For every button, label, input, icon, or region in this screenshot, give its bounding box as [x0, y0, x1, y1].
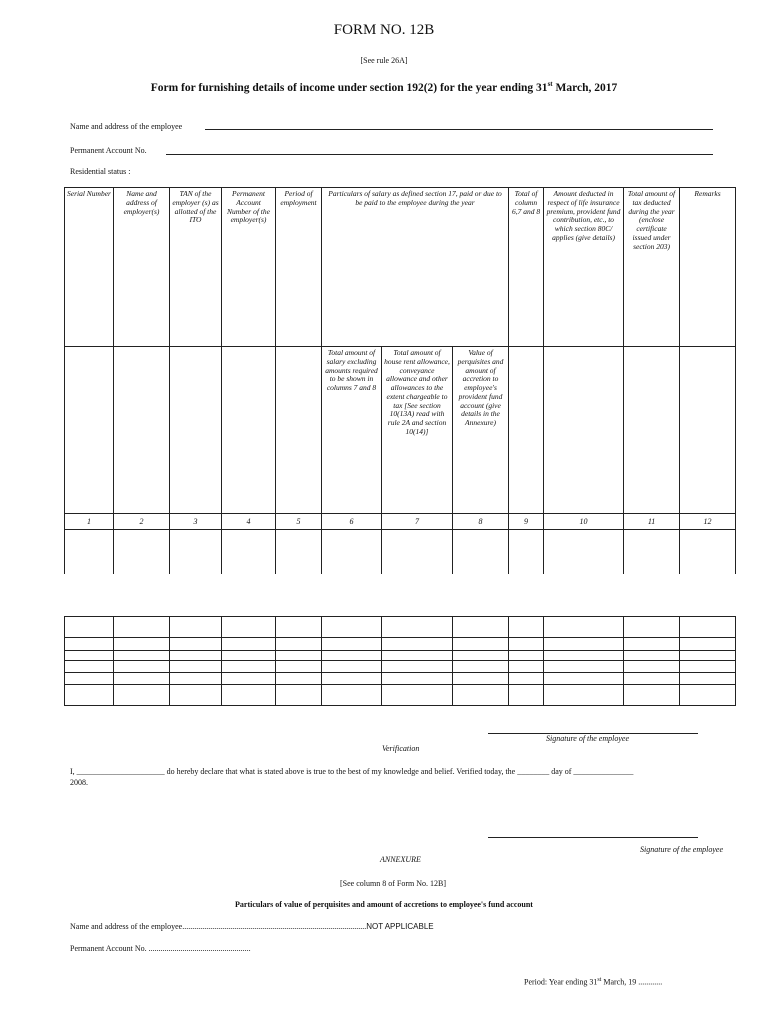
data-cell[interactable]: [453, 651, 509, 661]
data-cell[interactable]: [680, 673, 736, 685]
data-cell[interactable]: [276, 685, 322, 706]
subheader-perquisites: Value of perquisites and amount of accretion to employee's provident fund account (give details in the Annexure): [453, 347, 509, 514]
form-title: FORM NO. 12B: [333, 22, 435, 38]
header-total: Total of column 6,7 and 8: [509, 188, 544, 347]
data-cell[interactable]: [509, 673, 544, 685]
data-cell[interactable]: [453, 530, 509, 574]
data-cell[interactable]: [322, 530, 382, 574]
data-cell[interactable]: [322, 638, 382, 651]
data-cell[interactable]: [170, 673, 222, 685]
data-cell[interactable]: [509, 617, 544, 638]
pan-label: Permanent Account No.: [70, 146, 147, 155]
name-address-label: Name and address of the employee: [70, 122, 183, 131]
data-cell[interactable]: [382, 638, 453, 651]
column-number: 11: [624, 514, 680, 530]
data-cell[interactable]: [170, 661, 222, 673]
data-cell[interactable]: [544, 661, 624, 673]
data-cell[interactable]: [453, 638, 509, 651]
data-cell[interactable]: [680, 685, 736, 706]
annexure-title: ANNEXURE: [380, 855, 421, 864]
annexure-name-dots: ............................................................................................: [182, 922, 367, 931]
period-label-end: March, 19 ............: [601, 977, 663, 987]
data-cell[interactable]: [114, 638, 170, 651]
data-cell[interactable]: [453, 661, 509, 673]
data-cell[interactable]: [114, 673, 170, 685]
heading-text-end: March, 2017: [552, 81, 618, 94]
header-period: Period of employment: [276, 188, 322, 347]
data-cell[interactable]: [624, 617, 680, 638]
header-remarks: Remarks: [680, 188, 736, 347]
data-cell[interactable]: [322, 651, 382, 661]
column-number: 5: [276, 514, 322, 530]
name-address-line[interactable]: [205, 129, 713, 130]
data-cell[interactable]: [276, 638, 322, 651]
data-cell[interactable]: [382, 530, 453, 574]
data-cell[interactable]: [624, 651, 680, 661]
verification-year: 2008.: [70, 778, 88, 787]
data-cell[interactable]: [222, 638, 276, 651]
data-cell[interactable]: [222, 617, 276, 638]
header-deductions: Amount deducted in respect of life insurance premium, provident fund contribution, etc., to which section 80C/ applies (give details): [544, 188, 624, 347]
subheader-allowances: Total amount of house rent allowance, conveyance allowance and other allowances to the extent chargeable to tax [See section 10(13A) read with rule 2A and section 10(14)]: [382, 347, 453, 514]
column-number: 7: [382, 514, 453, 530]
data-cell[interactable]: [170, 530, 222, 574]
data-cell[interactable]: [65, 530, 114, 574]
data-cell[interactable]: [453, 673, 509, 685]
salary-table-continued: [64, 616, 736, 706]
data-cell[interactable]: [276, 617, 322, 638]
data-cell[interactable]: [322, 617, 382, 638]
verification-declaration: I, ______________________ do hereby declare that what is stated above is true to the best of my knowledge and belief. Verified today, the ________ day of _______________: [70, 767, 634, 776]
data-cell[interactable]: [382, 673, 453, 685]
data-cell[interactable]: [65, 638, 114, 651]
annexure-pan-row: [70, 944, 251, 953]
data-cell[interactable]: [680, 651, 736, 661]
subheader-cell: [65, 347, 114, 514]
data-cell[interactable]: [509, 651, 544, 661]
header-tan: TAN of the employer (s) as allotted of the ITO: [170, 188, 222, 347]
salary-table: [64, 187, 736, 574]
signature-employee-label-2: Signature of the employee: [640, 845, 724, 854]
period-sup: st: [597, 977, 602, 983]
annexure-name-value: NOT APPLICABLE: [366, 922, 434, 931]
data-cell[interactable]: [222, 661, 276, 673]
data-cell[interactable]: [544, 530, 624, 574]
subheader-cell: [276, 347, 322, 514]
column-number: 9: [509, 514, 544, 530]
annexure-reference: [See column 8 of Form No. 12B]: [340, 879, 446, 888]
data-cell[interactable]: [509, 638, 544, 651]
verification-title: Verification: [382, 744, 420, 753]
data-cell[interactable]: [65, 651, 114, 661]
data-cell[interactable]: [382, 685, 453, 706]
data-cell[interactable]: [544, 651, 624, 661]
column-number: 2: [114, 514, 170, 530]
annexure-pan-label: Permanent Account No.: [70, 944, 147, 953]
data-cell[interactable]: [453, 685, 509, 706]
heading-text: Form for furnishing details of income under section 192(2) for the year ending 31: [150, 81, 548, 94]
data-cell[interactable]: [322, 685, 382, 706]
data-cell[interactable]: [114, 661, 170, 673]
data-cell[interactable]: [170, 685, 222, 706]
data-cell[interactable]: [222, 530, 276, 574]
annexure-period: [524, 977, 662, 987]
subheader-cell: [680, 347, 736, 514]
data-cell[interactable]: [624, 685, 680, 706]
subheader-cell: [624, 347, 680, 514]
period-label: Period: Year ending 31: [524, 977, 598, 987]
rule-reference: [See rule 26A]: [360, 56, 408, 65]
data-cell[interactable]: [114, 530, 170, 574]
header-salary-particulars: Particulars of salary as defined section 17, paid or due to be paid to the employee during the year: [322, 188, 509, 347]
data-cell[interactable]: [65, 661, 114, 673]
data-cell[interactable]: [624, 673, 680, 685]
data-cell[interactable]: [680, 530, 736, 574]
data-cell[interactable]: [680, 661, 736, 673]
data-cell[interactable]: [222, 673, 276, 685]
header-employer-pan: Permanent Account Number of the employer(s): [222, 188, 276, 347]
header-employer-name: Name and address of employer(s): [114, 188, 170, 347]
data-cell[interactable]: [114, 685, 170, 706]
data-cell[interactable]: [65, 685, 114, 706]
subheader-cell: [544, 347, 624, 514]
data-cell[interactable]: [222, 685, 276, 706]
data-cell[interactable]: [453, 617, 509, 638]
data-cell[interactable]: [680, 638, 736, 651]
subheader-cell: [222, 347, 276, 514]
data-cell[interactable]: [382, 661, 453, 673]
data-cell[interactable]: [509, 661, 544, 673]
data-cell[interactable]: [624, 638, 680, 651]
data-cell[interactable]: [170, 638, 222, 651]
subheader-salary: Total amount of salary excluding amounts required to be shown in columns 7 and 8: [322, 347, 382, 514]
annexure-pan-dots: ...................................................: [148, 944, 251, 953]
data-cell[interactable]: [322, 673, 382, 685]
subheader-cell: [114, 347, 170, 514]
data-cell[interactable]: [509, 685, 544, 706]
data-cell[interactable]: [222, 651, 276, 661]
form-heading: [0, 80, 768, 94]
column-number: 8: [453, 514, 509, 530]
column-number: 3: [170, 514, 222, 530]
annexure-name-row: [70, 922, 434, 931]
subheader-cell: [509, 347, 544, 514]
data-cell[interactable]: [322, 661, 382, 673]
pan-line[interactable]: [166, 154, 713, 155]
column-number: 12: [680, 514, 736, 530]
column-number: 6: [322, 514, 382, 530]
signature-line[interactable]: [488, 837, 698, 838]
data-cell[interactable]: [544, 685, 624, 706]
column-number: 1: [65, 514, 114, 530]
data-cell[interactable]: [680, 617, 736, 638]
heading-sup: st: [547, 80, 553, 88]
data-cell[interactable]: [509, 530, 544, 574]
annexure-name-label: Name and address of the employee: [70, 922, 183, 931]
data-cell[interactable]: [65, 673, 114, 685]
data-cell[interactable]: [276, 530, 322, 574]
data-cell[interactable]: [114, 617, 170, 638]
data-cell[interactable]: [624, 530, 680, 574]
annexure-heading: Particulars of value of perquisites and amount of accretions to employee's fund account: [235, 900, 533, 909]
data-cell[interactable]: [382, 651, 453, 661]
header-tax-deducted: Total amount of tax deducted during the year (enclose certificate issued under section 203): [624, 188, 680, 347]
data-cell[interactable]: [114, 651, 170, 661]
column-number: 10: [544, 514, 624, 530]
data-cell[interactable]: [276, 651, 322, 661]
header-serial: Serial Number: [65, 188, 114, 347]
subheader-cell: [170, 347, 222, 514]
signature-employee-label: Signature of the employee: [546, 734, 630, 743]
residential-status-label: Residential status :: [70, 167, 131, 176]
data-cell[interactable]: [170, 617, 222, 638]
data-cell[interactable]: [276, 673, 322, 685]
data-cell[interactable]: [382, 617, 453, 638]
data-cell[interactable]: [624, 661, 680, 673]
data-cell[interactable]: [170, 651, 222, 661]
data-cell[interactable]: [276, 661, 322, 673]
data-cell[interactable]: [544, 617, 624, 638]
data-cell[interactable]: [544, 673, 624, 685]
data-cell[interactable]: [65, 617, 114, 638]
column-number: 4: [222, 514, 276, 530]
data-cell[interactable]: [544, 638, 624, 651]
